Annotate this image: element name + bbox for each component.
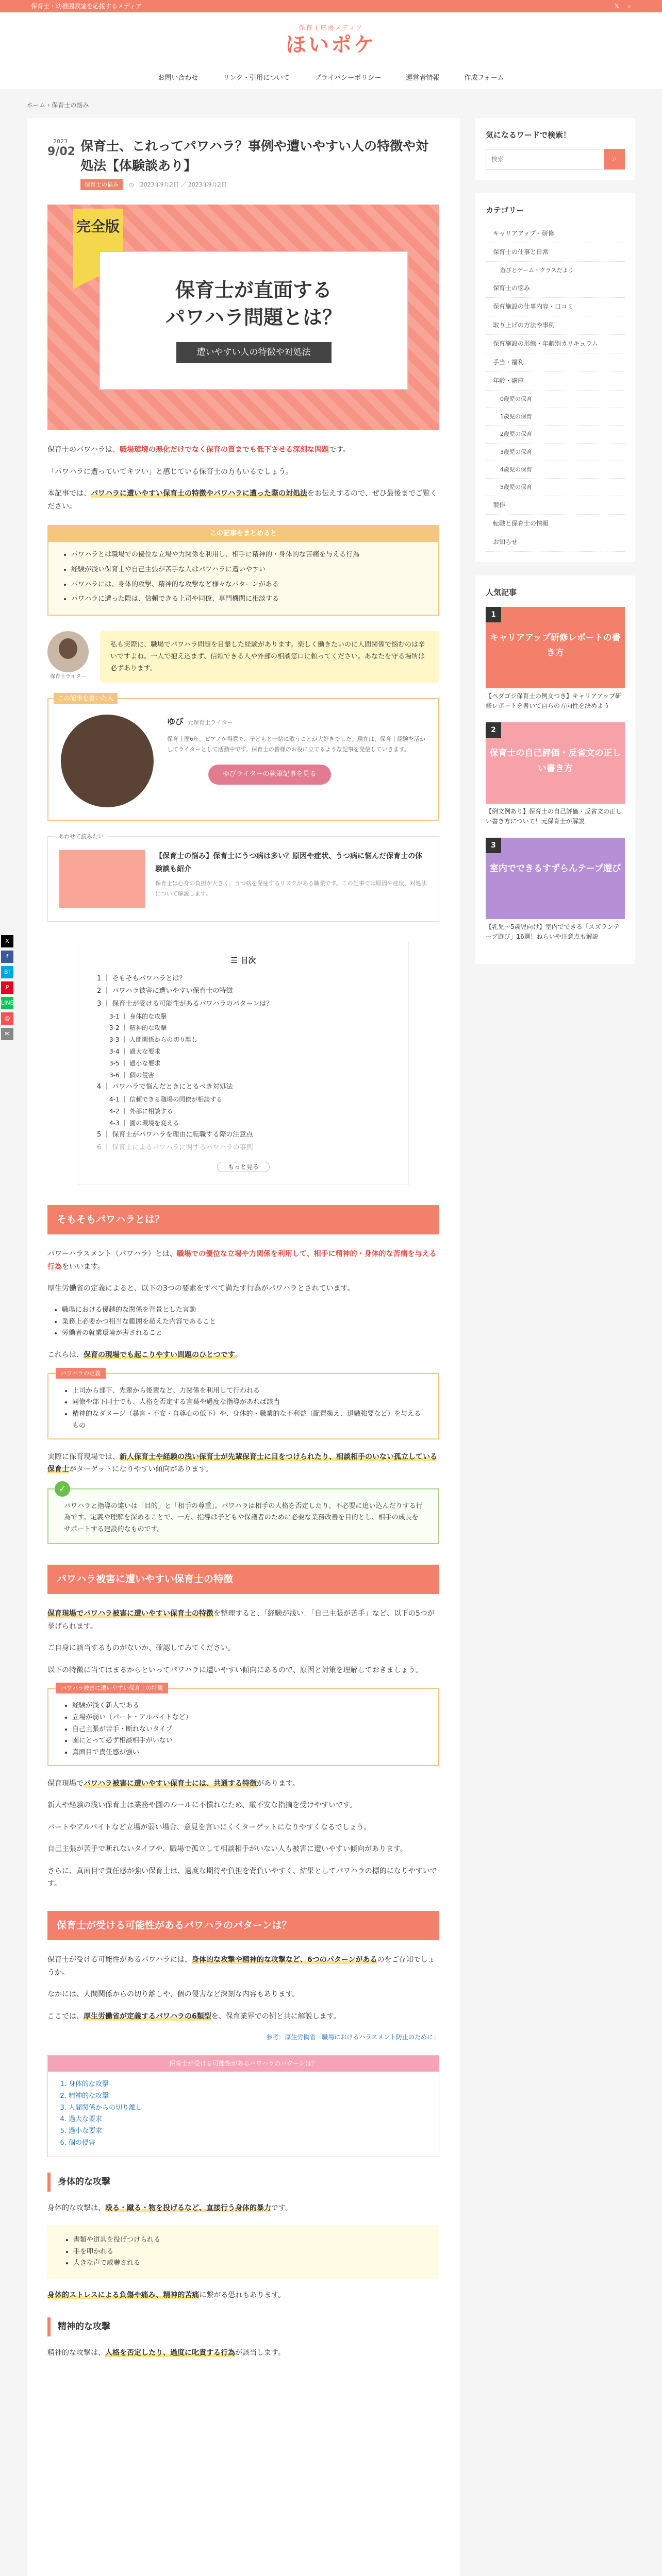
share-buttons <box>1 935 13 1040</box>
sidebar-category-item[interactable]: 遊びとゲーム・クラスだより <box>486 262 625 279</box>
top-bar <box>0 0 662 12</box>
hero-image <box>47 205 439 430</box>
author-articles-button[interactable]: ゆびライターの執筆記事を見る <box>208 765 331 785</box>
intro-paragraph: 本記事では、パワハラに遭いやすい保育士の特徴やパワハラに遭った際の対処法をお伝えするので、ぜひ最後までご覧ください。 <box>47 489 437 511</box>
sidebar-category-item[interactable]: 1歳児の保育 <box>486 408 625 426</box>
list-item[interactable]: 4. 過大な要求 <box>69 2114 418 2126</box>
sidebar-category-item[interactable]: 保育施設の形態・年齢別カリキュラム <box>486 335 625 353</box>
toc-subitem[interactable]: 3-4 ｜ 過大な要求 <box>109 1047 161 1055</box>
logo-tagline: 保育士応援メディア <box>299 24 363 31</box>
list-item: • 経験が浅い保育士や自己主張が苦手な人はパワハラに遭いやすい <box>71 564 423 576</box>
balloon-text: 私も実際に、職場でパワハラ問題を目撃した経験があります。楽しく働きたいのに人間関係で悩むのは辛いですよね。一人で抱え込まず、信頼できる人や外部の相談窓口に頼ってください。あなたを守る場所は必ずあります。 <box>100 631 439 683</box>
toc-subitem[interactable]: 3-2 ｜ 精神的な攻撃 <box>109 1024 167 1032</box>
nav-item-contact[interactable]: お問い合わせ <box>158 74 198 82</box>
sidebar-category-item[interactable]: 年齢・講座 <box>486 372 625 391</box>
twitter-icon[interactable]: 𝕏 <box>614 3 620 10</box>
section-heading: 保育士が受ける可能性があるパワハラのパターンは？ <box>47 1911 439 1940</box>
intro-paragraph: 保育士のパワハラは、職場環境の悪化だけでなく保育の質までも低下させる深刻な問題です。 <box>47 446 350 454</box>
intro-paragraph: 「パワハラに遭っていてキツい」と感じている保育士の方もいるでしょう。 <box>47 467 293 476</box>
share-x-icon[interactable]: X <box>1 935 13 947</box>
subsection-heading: 身体的な攻撃 <box>47 2173 439 2192</box>
hero-line1: 保育士が直面する <box>175 279 332 302</box>
hero-line2: パワハラ問題とは？ <box>165 306 342 329</box>
list-item: • 園にとって必ず相談相手がいない <box>72 1735 423 1747</box>
patterns-box: 保育士が受ける可能性があるパワハラのパターンは？ 1. 身体的な攻撃 2. 精神的な攻撃 3. 人間関係からの切り離し 4. 過大な要求 5. 過小な要求 6. 個の侵害 <box>47 2055 439 2157</box>
share-pinterest-icon[interactable]: P <box>1 981 13 994</box>
related-title[interactable]: 【保育士の悩み】保育士にうつ病は多い？原因や症状、うつ病に悩んだ保育士の体験談も紹介 <box>155 852 423 873</box>
list-item: • 書類や道具を投げつけられる <box>73 2234 422 2246</box>
author-box <box>47 694 439 821</box>
sidebar-category-item[interactable]: 保育士の悩み <box>486 279 625 298</box>
global-nav <box>0 73 662 84</box>
list-item: • パワハラに遭った際は、信頼できる上司や同僚、専門機関に相談する <box>71 594 423 605</box>
toc-subitem[interactable]: 3-3 ｜ 人間関係からの切り離し <box>109 1036 198 1044</box>
definition-box: パワハラの定義 • 上司から部下、先輩から後輩など、力関係を利用して行われる • 同僚や部下同士でも、人格を否定する言葉や過度な指導があれば該当 • 精神的なダメージ（暴言・不安・自尊心の低下）や、身体的・職業的な不利益（配置換え、退職強要など）を与えるもの <box>47 1373 439 1439</box>
sidebar-category-item[interactable]: 4歳児の保育 <box>486 461 625 479</box>
toc-item[interactable]: 2 ｜ パワハラ被害に遭いやすい保育士の特徴 <box>97 987 233 995</box>
toc-title: ☰ 目次 <box>230 956 256 965</box>
search-icon[interactable]: ⌕ <box>627 3 631 10</box>
sidebar-category-item[interactable]: キャリアアップ・研修 <box>486 225 625 243</box>
subsection-heading: 精神的な攻撃 <box>47 2317 439 2337</box>
related-thumbnail <box>59 850 145 908</box>
popular-post[interactable] <box>486 838 625 942</box>
toc-subitem[interactable]: 3-5 ｜ 過小な要求 <box>109 1059 161 1067</box>
popular-title[interactable]: 【ペダゴジ保育士の例文つき】キャリアアップ研修レポートを書いて自らの方向性を決めよう <box>486 692 622 709</box>
author-photo <box>61 715 154 807</box>
list-item: • 立場が弱い（パート・アルバイトなど） <box>72 1712 423 1724</box>
site-header <box>0 12 662 89</box>
clock-icon: ◷ <box>129 181 134 188</box>
share-pocket-icon[interactable]: @ <box>1 1012 13 1025</box>
toc-item[interactable]: 1 ｜ そもそもパワハラとは？ <box>97 974 186 982</box>
breadcrumb[interactable]: ホーム › 保育士の悩み <box>27 101 89 109</box>
sidebar-category-item[interactable]: 手当・福利 <box>486 353 625 372</box>
toc-subitem[interactable]: 4-2 ｜ 外部に相談する <box>109 1107 173 1115</box>
popular-post[interactable] <box>486 722 625 826</box>
author-desc: 保育士歴6年。ピアノが得意で、子どもと一緒に歌うことが大好きでした。現在は、保育士経験を活かしてライターとして活動中です。保育士の皆様のお役に立てるような記事を発信していきます。 <box>167 736 425 753</box>
sidebar-category-item[interactable]: 取り上げの方法や事例 <box>486 316 625 335</box>
popular-title[interactable]: 【乳児〜5歳児向け】室内でできる「スズランテープ遊び」16選！ねらいや注意点も解説 <box>486 923 620 941</box>
related-desc: 保育士は心身の負担が大きく、うつ病を発症するリスクがある職業です。この記事では原因や症状、対処法について解説します。 <box>155 880 427 897</box>
table-of-contents <box>78 942 408 1184</box>
list-item: • 経験が浅く新人である <box>72 1700 423 1712</box>
summary-head: この記事をまとめると <box>48 526 438 542</box>
nav-item-form[interactable]: 作成フォーム <box>464 74 504 82</box>
share-facebook-icon[interactable]: f <box>1 951 13 963</box>
sidebar-category-item[interactable]: 2歳児の保育 <box>486 426 625 443</box>
nav-item-link-policy[interactable]: リンク・引用について <box>223 74 290 82</box>
speech-balloon <box>47 631 439 683</box>
list-item: • 労働者の就業環境が害されること <box>62 1328 439 1340</box>
list-item: • 業務上必要かつ相当な範囲を超えた内容であること <box>62 1316 439 1328</box>
search-widget: 気になるワードで検索！ 検索 ⌕ <box>475 118 635 180</box>
summary-box <box>47 525 439 616</box>
toc-item[interactable]: 6 ｜ 保育士によるパワハラに関するパワハラの事例 <box>97 1144 253 1152</box>
popular-thumbnail[interactable]: 2 保育士の自己評価・反省文の正しい書き方 <box>486 722 625 804</box>
sidebar-category-item[interactable]: お知らせ <box>486 533 625 552</box>
rank-badge: 2 <box>486 722 501 738</box>
sidebar-category-item[interactable]: 5歳児の保育 <box>486 479 625 496</box>
search-button[interactable] <box>604 149 625 170</box>
rank-badge: 3 <box>486 838 501 853</box>
avatar-label: 保育士ライター <box>50 674 86 680</box>
page-title: 保育士、これってパワハラ？事例や遭いやすい人の特徴や対処法【体験談あり】 <box>80 139 429 173</box>
hero-ribbon: 完全版 <box>73 209 123 277</box>
category-badge[interactable]: 保育士の悩み <box>80 179 123 190</box>
list-item: • 手を叩かれる <box>73 2246 422 2258</box>
avatar <box>47 631 89 672</box>
nav-item-operator[interactable]: 運営者情報 <box>406 74 440 82</box>
section-heading: そもそもパワハラとは？ <box>47 1205 439 1234</box>
sidebar-category-item[interactable]: 保育士の仕事と日常 <box>486 243 625 262</box>
list-item: • パワハラには、身体的攻撃、精神的な攻撃など様々なパターンがある <box>71 579 423 591</box>
list-item[interactable]: 6. 個の侵害 <box>69 2138 418 2149</box>
popular-thumbnail[interactable]: 1 キャリアアップ研修レポートの書き方 <box>486 607 625 688</box>
sidebar-category-item[interactable]: 転職と保育士の情報 <box>486 515 625 533</box>
reference-link[interactable]: 参考：厚生労働省「職場におけるハラスメント防止のために」 <box>266 2033 439 2041</box>
list-item[interactable]: 5. 過小な要求 <box>69 2126 418 2138</box>
list-item[interactable]: 2. 精神的な攻撃 <box>69 2091 418 2103</box>
rank-badge: 1 <box>486 607 501 622</box>
toc-more-button[interactable]: もっと見る <box>217 1162 270 1172</box>
example-box <box>47 2225 439 2279</box>
list-item: • 自己主張が苦手・断れないタイプ <box>72 1724 423 1736</box>
sidebar-category-item[interactable]: 保育施設の仕事内容・口コミ <box>486 298 625 316</box>
related-article-card[interactable] <box>47 833 439 922</box>
popular-thumbnail[interactable]: 3 室内でできるすずらんテープ遊び <box>486 838 625 919</box>
related-label: あわせて読みたい <box>55 832 107 841</box>
toc-item[interactable]: 5 ｜ 保育士がパワハラを理由に転職する際の注意点 <box>97 1131 253 1139</box>
list-item: • 職場における優越的な関係を背景とした言動 <box>62 1304 439 1316</box>
features-box: パワハラ被害に遭いやすい保育士の特徴 • 経験が浅く新人である • 立場が弱い（パート・アルバイトなど） • 自己主張が苦手・断れないタイプ • 園にとって必ず相談相手がいない • 真面目で責任感が強い <box>47 1688 439 1766</box>
popular-post[interactable] <box>486 607 625 711</box>
list-icon: ☰ <box>230 956 238 965</box>
list-item[interactable]: 1. 身体的な攻撃 <box>69 2079 418 2091</box>
top-tagline: 保育士・幼稚園教諭を応援するメディア <box>31 3 142 10</box>
post-dates: 2023年9月2日 ／ 2023年9月2日 <box>140 181 227 188</box>
toc-item[interactable]: 3 ｜ 保育士が受ける可能性があるパワハラのパターンは？ <box>97 999 273 1008</box>
share-line-icon[interactable]: LINE <box>1 997 13 1009</box>
site-logo[interactable] <box>0 12 662 56</box>
popular-title[interactable]: 【例文例あり】保育士の自己評価・反省文の正しい書き方について！元保育士が解説 <box>486 807 622 825</box>
toc-subitem[interactable]: 3-6 ｜ 個の侵害 <box>109 1071 155 1079</box>
list-item: • 上司から部下、先輩から後輩など、力関係を利用して行われる <box>72 1385 423 1397</box>
sidebar-category-item[interactable]: 製作 <box>486 496 625 515</box>
popular-widget: 人気記事 1 キャリアアップ研修レポートの書き方 【ペダゴジ保育士の例文つき】キャリアアップ研修レポートを書いて自らの方向性を決めよう 2 保育士の自己評価・反省文の正しい書き方 【例文例あり】保育士の自己評価・反省文の正しい書き方について！元保育士が解説 3 室内でできるすずらんテープ遊び 【乳児〜5歳児向け】室内でできる「スズランテープ遊び」16選！ねらいや注意点も解説 <box>475 575 635 963</box>
check-icon: ✓ <box>55 1481 70 1497</box>
post-date: 2023 9/02 <box>47 138 75 159</box>
list-item: • パワハラとは職場での優位な立場や力関係を利用し、相手に精神的・身体的な苦痛を与える行為 <box>71 549 423 561</box>
list-item: • 同僚や部下同士でも、人格を否定する言葉や過度な指導があれば該当 <box>72 1397 423 1409</box>
list-item: • 精神的なダメージ（暴言・不安・自尊心の低下）や、身体的・職業的な不利益（配置換え、退職強要など）を与えるもの <box>72 1409 423 1432</box>
list-item[interactable]: 3. 人間関係からの切り離し <box>69 2103 418 2114</box>
share-mail-icon[interactable]: ✉ <box>1 1028 13 1040</box>
toc-subitem[interactable]: 4-3 ｜ 園の環境を変える <box>109 1119 179 1127</box>
category-widget: カテゴリー キャリアアップ・研修 保育士の仕事と日常 遊びとゲーム・クラスだより 保育士の悩み 保育施設の仕事内容・口コミ 取り上げの方法や事例 保育施設の形態・年齢別カリキュラム 手当・福利 年齢・講座 0歳児の保育 1歳児の保育 2歳児の保育 3歳児の保育 4歳児の保育 5歳児の保育 製作 転職と保育士の情報 お知らせ <box>475 193 635 562</box>
article-main: 2023 9/02 保育士、これってパワハラ？事例や遭いやすい人の特徴や対処法【体験談あり】 保育士の悩み ◷ 2023年9月2日 ／ 2023年9月2日 完全版 保育士が直面する パワハラ問題とは？ 遭いやすい人の特徴や対処法 保育士のパワハラは、職場環境の悪化だけでなく保育の質までも低下させる深刻な問題です。 「パワハラに遭っていてキツい」と感じている保育士の方もいるでしょう。 本記事では、パワハラに遭いやすい保育士の特徴やパワハラに遭った際の対処法をお伝えするので、ぜひ最後までご覧ください。 この記事をまとめると • パワハラとは職場での優位な立場や力関係を利用し、相手に精神的・身体的な苦痛を与える行為 • 経験が浅い保育士や自己主張が苦手な人はパワハラに遭いやすい • パワハラには、身体的攻撃、精神的な攻撃など様々なパターンがある • パワハラに遭った際は、信頼できる上司や同僚、専門機関に相談する 保育士ライター 私も実際に、職場でパワハラ問題を目撃した経験があります。楽しく働きたいのに人間関係で悩むのは辛いですよね。一人で抱え込まず、信頼できる人や外部の相談窓口に頼ってください。あなたを守る場所は必ずあります。 この記事を書いた人 ゆび 元保育士ライター 保育士歴6年。ピアノが得意で、子どもと一緒に歌うことが大好きでした。現在は、保育士経験を活かしてライターとして活動中です。保育士の皆様のお役に立てるような記事を発信していきます。 ゆびライターの執筆記事を見る あわせて読みたい 【保育士の悩み】保育士にうつ病は多い？原因や症状、うつ病に悩んだ保育士の体験談も紹介 保育士は心身の負担が大きく、うつ病を発症するリスクがある職業です。この記事では原因や症状、対処法について解説します。 ☰ 目次 1 ｜ そもそもパワハラとは？ 2 ｜ パワハラ被害に遭いやすい保育士の特徴 3 ｜ 保育士が受ける可能性があるパワハラのパターンは？ 3-1 ｜ 身体的な攻撃 3-2 ｜ 精神的な攻撃 3-3 ｜ 人間関係からの切り離し 3-4 ｜ 過大な要求 3-5 ｜ 過小な要求 3-6 ｜ 個の侵害 4 ｜ パワハラで悩んだときにとるべき対処法 4-1 ｜ 信頼できる職場の同僚が相談する 4-2 ｜ 外部に相談する 4-3 ｜ 園の環境を変える 5 ｜ 保育士がパワハラを理由に転職する際の注意点 6 ｜ 保育士によるパワハラに関するパワハラの事例 もっと見る そもそもパワハラとは？ パワーハラスメント（パワハラ）とは、職場での優位な立場や力関係を利用して、相手に精神的・身体的な苦痛を与える行為をいいます。 厚生労働省の定義によると、以下の3つの要素をすべて満たす行為がパワハラとされています。 • 職場における優越的な関係を背景とした言動 • 業務上必要かつ相当な範囲を超えた内容であること • 労働者の就業環境が害されること これらは、保育の現場でも起こりやすい問題のひとつです。 パワハラの定義 • 上司から部下、先輩から後輩など、力関係を利用して行われる • 同僚や部下同士でも、人格を否定する言葉や過度な指導があれば該当 • 精神的なダメージ（暴言・不安・自尊心の低下）や、身体的・職業的な不利益（配置換え、退職強要など）を与えるもの 実際に保育現場では、新人保育士や経験の浅い保育士が先輩保育士に目をつけられたり、相談相手のいない孤立している保育士がターゲットになりやすい傾向があります。 ✓ パワハラと指導の違いは「目的」と「相手の尊重」。パワハラは相手の人格を否定したり、不必要に追い込んだりする行為です。定義や理解を深めることで、一方、指導は子どもや保護者のために必要な業務改善を目的とし、相手の成長をサポートする建設的なものです。 パワハラ被害に遭いやすい保育士の特徴 保育現場でパワハラ被害に遭いやすい保育士の特徴を整理すると、「経験が浅い」「自己主張が苦手」など、以下の5つが挙げられます。 ご自身に該当するものがないか、確認してみてください。 以下の特徴に当てはまるからといってパワハラに遭いやすい傾向にあるので、原因と対策を理解しておきましょう。 パワハラ被害に遭いやすい保育士の特徴 • 経験が浅く新人である • 立場が弱い（パート・アルバイトなど） • 自己主張が苦手・断れないタイプ • 園にとって必ず相談相手がいない • 真面目で責任感が強い 保育現場でパワハラ被害に遭いやすい保育士には、共通する特徴があります。 新人や経験の浅い保育士は業務や園のルールに不慣れなため、厳不安な指摘を受けやすいです。 パートやアルバイトなど立場が弱い場合、意見を言いにくくターゲットになりやすくなるでしょう。 自己主張が苦手で断れないタイプや、職場で孤立して相談相手がいない人も被害に遭いやすい傾向があります。 さらに、真面目で責任感が強い保育士は、過度な期待や負担を背負いやすく、結果としてパワハラの標的になりやすいです。 保育士が受ける可能性があるパワハラのパターンは？ 保育士が受ける可能性があるパワハラには、身体的な攻撃や精神的な攻撃など、6つのパターンがあるのをご存知でしょうか。 なかには、人間関係からの切り離しや、個の侵害など深刻な内容もあります。 ここでは、厚生労働省が定義するパワハラの6類型を、保育業界での例と共に解説します。 参考：厚生労働省「職場におけるハラスメント防止のために」 保育士が受ける可能性があるパワハラのパターンは？ 1. 身体的な攻撃 2. 精神的な攻撃 3. 人間関係からの切り離し 4. 過大な要求 5. 過小な要求 6. 個の侵害 身体的な攻撃 身体的な攻撃は、殴る・蹴る・物を投げるなど、直接行う身体的暴力です。 • 書類や道具を投げつけられる • 手を叩かれる • 大きな声で威嚇される 身体的ストレスによる負傷や痛み、精神的苦痛に繋がる恐れもあります。 精神的な攻撃 精神的な攻撃は、人格を否定したり、過度に叱責する行為が該当します。 <box>27 118 460 2576</box>
search-icon: ⌕ <box>612 155 617 164</box>
search-input[interactable] <box>486 149 604 170</box>
logo-name: ほいポケ <box>286 33 376 57</box>
author-box-title: この記事を書いた人 <box>54 693 118 704</box>
author-name: ゆび 元保育士ライター <box>167 717 233 727</box>
list-item: • 真面目で責任感が強い <box>72 1747 423 1759</box>
share-hatena-icon[interactable]: B! <box>1 966 13 978</box>
sidebar-category-item[interactable]: 0歳児の保育 <box>486 391 625 408</box>
toc-subitem[interactable]: 4-1 ｜ 信頼できる職場の同僚が相談する <box>109 1096 223 1104</box>
list-item: • 大きな声で威嚇される <box>73 2258 422 2269</box>
section-heading: パワハラ被害に遭いやすい保育士の特徴 <box>47 1565 439 1594</box>
point-box: ✓ パワハラと指導の違いは「目的」と「相手の尊重」。パワハラは相手の人格を否定したり、不必要に追い込んだりする行為です。定義や理解を深めることで、一方、指導は子どもや保護者のために必要な業務改善を目的とし、相手の成長をサポートする建設的なものです。 <box>47 1488 439 1544</box>
hero-subtitle: 遭いやすい人の特徴や対処法 <box>176 342 332 364</box>
nav-item-privacy[interactable]: プライバシーポリシー <box>314 74 382 82</box>
sidebar <box>475 118 635 2576</box>
toc-subitem[interactable]: 3-1 ｜ 身体的な攻撃 <box>109 1012 167 1020</box>
sidebar-category-item[interactable]: 3歳児の保育 <box>486 444 625 461</box>
toc-item[interactable]: 4 ｜ パワハラで悩んだときにとるべき対処法 <box>97 1083 233 1091</box>
